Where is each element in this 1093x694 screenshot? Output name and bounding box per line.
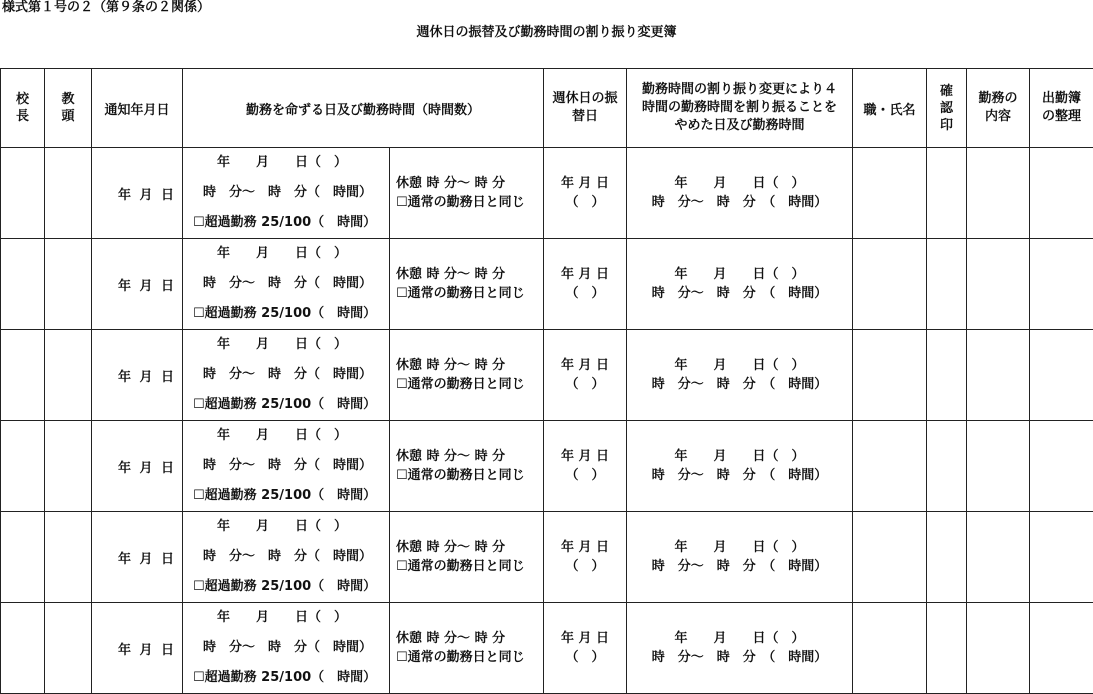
table-row [1, 239, 1093, 330]
cancel-time-line: 時 分～ 時 分 （ 時間） [627, 193, 852, 212]
rest-time-line: 休憩 時 分～ 時 分 [396, 174, 543, 193]
same-as-normal-checkbox-line[interactable]: ☐通常の勤務日と同じ [396, 375, 543, 394]
cancel-date-line: 年 月 日（ ） [627, 265, 852, 284]
rest-time-line: 休憩 時 分～ 時 分 [396, 447, 543, 466]
notice-date-cell[interactable]: 年 月 日 [92, 603, 183, 694]
same-as-normal-checkbox-line[interactable]: ☐通常の勤務日と同じ [396, 284, 543, 303]
overtime-checkbox-line[interactable]: ☐超過勤務 25/100（ 時間） [189, 390, 389, 420]
overtime-checkbox-line[interactable]: ☐超過勤務 25/100（ 時間） [189, 481, 389, 511]
attendance-cell[interactable] [1030, 512, 1093, 603]
cancel-date-line: 年 月 日（ ） [627, 538, 852, 557]
principal-cell[interactable] [1, 421, 45, 512]
header-weekly-holiday-swap-label: 週休日の振替日 [549, 90, 621, 126]
order-date-line: 年 月 日（ ） [189, 148, 389, 178]
swap-date-cell[interactable] [544, 330, 627, 421]
swap-weekday-line: （ ） [544, 648, 626, 667]
notice-date-cell[interactable]: 年 月 日 [92, 330, 183, 421]
order-date-line: 年 月 日（ ） [189, 239, 389, 269]
cancel-date-line: 年 月 日（ ） [627, 174, 852, 193]
position-name-cell[interactable] [853, 512, 927, 603]
work-content-cell[interactable] [967, 421, 1030, 512]
order-time-line: 時 分～ 時 分（ 時間） [189, 269, 389, 299]
swap-date-line: 年 月 日 [544, 447, 626, 466]
swap-date-cell[interactable] [544, 239, 627, 330]
swap-date-cell[interactable] [544, 603, 627, 694]
order-date-time-cell[interactable] [183, 330, 390, 421]
cancel-date-line: 年 月 日（ ） [627, 629, 852, 648]
header-work-content-label: 勤務の内容 [975, 90, 1022, 126]
principal-cell[interactable] [1, 512, 45, 603]
cancel-date-line: 年 月 日（ ） [627, 447, 852, 466]
cancel-time-line: 時 分～ 時 分 （ 時間） [627, 375, 852, 394]
vice-principal-cell[interactable] [45, 421, 92, 512]
rest-time-cell[interactable] [390, 239, 544, 330]
cancel-date-time-cell[interactable] [627, 603, 853, 694]
header-vice-principal-label: 教頭 [62, 91, 75, 125]
notice-date-cell[interactable]: 年 月 日 [92, 421, 183, 512]
table-row [1, 603, 1093, 694]
swap-weekday-line: （ ） [544, 284, 626, 303]
rest-time-line: 休憩 時 分～ 時 分 [396, 629, 543, 648]
seal-cell[interactable] [927, 512, 967, 603]
header-vice-principal [45, 69, 92, 148]
rest-time-cell[interactable] [390, 512, 544, 603]
work-content-cell[interactable] [967, 512, 1030, 603]
swap-date-line: 年 月 日 [544, 174, 626, 193]
header-row [1, 69, 1093, 148]
position-name-cell[interactable] [853, 603, 927, 694]
rest-time-cell[interactable] [390, 421, 544, 512]
order-date-time-cell[interactable] [183, 148, 390, 239]
cancel-date-time-cell[interactable] [627, 148, 853, 239]
order-date-time-cell[interactable] [183, 512, 390, 603]
header-attendance [1030, 69, 1093, 148]
same-as-normal-checkbox-line[interactable]: ☐通常の勤務日と同じ [396, 648, 543, 667]
header-seal-label: 確認印 [940, 83, 953, 134]
document-title: 週休日の振替及び勤務時間の割り振り変更簿 [0, 25, 1093, 41]
swap-weekday-line: （ ） [544, 375, 626, 394]
table-row [1, 330, 1093, 421]
seal-cell[interactable] [927, 330, 967, 421]
vice-principal-cell[interactable] [45, 239, 92, 330]
same-as-normal-checkbox-line[interactable]: ☐通常の勤務日と同じ [396, 466, 543, 485]
vice-principal-cell[interactable] [45, 512, 92, 603]
notice-date-cell[interactable]: 年 月 日 [92, 148, 183, 239]
overtime-checkbox-line[interactable]: ☐超過勤務 25/100（ 時間） [189, 208, 389, 238]
seal-cell[interactable] [927, 239, 967, 330]
overtime-checkbox-line[interactable]: ☐超過勤務 25/100（ 時間） [189, 572, 389, 602]
swap-date-line: 年 月 日 [544, 538, 626, 557]
table-row [1, 148, 1093, 239]
cancel-date-time-cell[interactable] [627, 239, 853, 330]
header-weekly-holiday-swap [544, 69, 627, 148]
order-date-time-cell[interactable] [183, 239, 390, 330]
rest-time-cell[interactable] [390, 148, 544, 239]
notice-date-cell[interactable]: 年 月 日 [92, 512, 183, 603]
same-as-normal-checkbox-line[interactable]: ☐通常の勤務日と同じ [396, 193, 543, 212]
principal-cell[interactable] [1, 603, 45, 694]
seal-cell[interactable] [927, 148, 967, 239]
cancel-time-line: 時 分～ 時 分 （ 時間） [627, 557, 852, 576]
order-date-line: 年 月 日（ ） [189, 330, 389, 360]
table-row [1, 421, 1093, 512]
order-time-line: 時 分～ 時 分（ 時間） [189, 451, 389, 481]
vice-principal-cell[interactable] [45, 148, 92, 239]
header-cancel-change-label: 勤務時間の割り振り変更により４時間の勤務時間を割り振ることをやめた日及び勤務時間 [639, 81, 841, 135]
swap-date-line: 年 月 日 [544, 356, 626, 375]
order-date-line: 年 月 日（ ） [189, 603, 389, 633]
swap-date-line: 年 月 日 [544, 265, 626, 284]
cancel-date-time-cell[interactable] [627, 330, 853, 421]
swap-date-cell[interactable] [544, 512, 627, 603]
attendance-cell[interactable] [1030, 603, 1093, 694]
seal-cell[interactable] [927, 603, 967, 694]
header-attendance-label: 出勤簿の整理 [1038, 90, 1085, 126]
same-as-normal-checkbox-line[interactable]: ☐通常の勤務日と同じ [396, 557, 543, 576]
swap-weekday-line: （ ） [544, 557, 626, 576]
overtime-checkbox-line[interactable]: ☐超過勤務 25/100（ 時間） [189, 663, 389, 693]
position-name-cell[interactable] [853, 148, 927, 239]
order-time-line: 時 分～ 時 分（ 時間） [189, 633, 389, 663]
position-name-cell[interactable] [853, 421, 927, 512]
order-time-line: 時 分～ 時 分（ 時間） [189, 542, 389, 572]
attendance-cell[interactable] [1030, 239, 1093, 330]
swap-weekday-line: （ ） [544, 466, 626, 485]
overtime-checkbox-line[interactable]: ☐超過勤務 25/100（ 時間） [189, 299, 389, 329]
order-date-time-cell[interactable] [183, 421, 390, 512]
rest-time-cell[interactable] [390, 330, 544, 421]
attendance-cell[interactable] [1030, 148, 1093, 239]
principal-cell[interactable] [1, 239, 45, 330]
swap-date-cell[interactable] [544, 421, 627, 512]
work-content-cell[interactable] [967, 603, 1030, 694]
attendance-cell[interactable] [1030, 330, 1093, 421]
order-time-line: 時 分～ 時 分（ 時間） [189, 360, 389, 390]
order-date-line: 年 月 日（ ） [189, 421, 389, 451]
table-row [1, 512, 1093, 603]
work-content-cell[interactable] [967, 148, 1030, 239]
form-number: 様式第１号の２（第９条の２関係） [2, 0, 210, 16]
rest-time-line: 休憩 時 分～ 時 分 [396, 538, 543, 557]
rest-time-line: 休憩 時 分～ 時 分 [396, 356, 543, 375]
cancel-time-line: 時 分～ 時 分 （ 時間） [627, 466, 852, 485]
change-ledger-table [0, 68, 1093, 694]
order-time-line: 時 分～ 時 分（ 時間） [189, 178, 389, 208]
attendance-cell[interactable] [1030, 421, 1093, 512]
header-work-content [967, 69, 1030, 148]
header-position-name: 職・氏名 [853, 69, 927, 148]
order-date-time-cell[interactable] [183, 603, 390, 694]
seal-cell[interactable] [927, 421, 967, 512]
swap-weekday-line: （ ） [544, 193, 626, 212]
principal-cell[interactable] [1, 330, 45, 421]
vice-principal-cell[interactable] [45, 603, 92, 694]
cancel-time-line: 時 分～ 時 分 （ 時間） [627, 284, 852, 303]
swap-date-line: 年 月 日 [544, 629, 626, 648]
position-name-cell[interactable] [853, 330, 927, 421]
cancel-date-time-cell[interactable] [627, 421, 853, 512]
header-seal [927, 69, 967, 148]
cancel-date-line: 年 月 日（ ） [627, 356, 852, 375]
header-order-time: 勤務を命ずる日及び勤務時間（時間数） [183, 69, 544, 148]
cancel-date-time-cell[interactable] [627, 512, 853, 603]
order-date-line: 年 月 日（ ） [189, 512, 389, 542]
vice-principal-cell[interactable] [45, 330, 92, 421]
header-principal-label: 校長 [16, 91, 29, 125]
header-cancel-change [627, 69, 853, 148]
work-content-cell[interactable] [967, 239, 1030, 330]
principal-cell[interactable] [1, 148, 45, 239]
rest-time-line: 休憩 時 分～ 時 分 [396, 265, 543, 284]
work-content-cell[interactable] [967, 330, 1030, 421]
header-principal [1, 69, 45, 148]
swap-date-cell[interactable] [544, 148, 627, 239]
rest-time-cell[interactable] [390, 603, 544, 694]
header-notice-date: 通知年月日 [92, 69, 183, 148]
position-name-cell[interactable] [853, 239, 927, 330]
notice-date-cell[interactable]: 年 月 日 [92, 239, 183, 330]
cancel-time-line: 時 分～ 時 分 （ 時間） [627, 648, 852, 667]
